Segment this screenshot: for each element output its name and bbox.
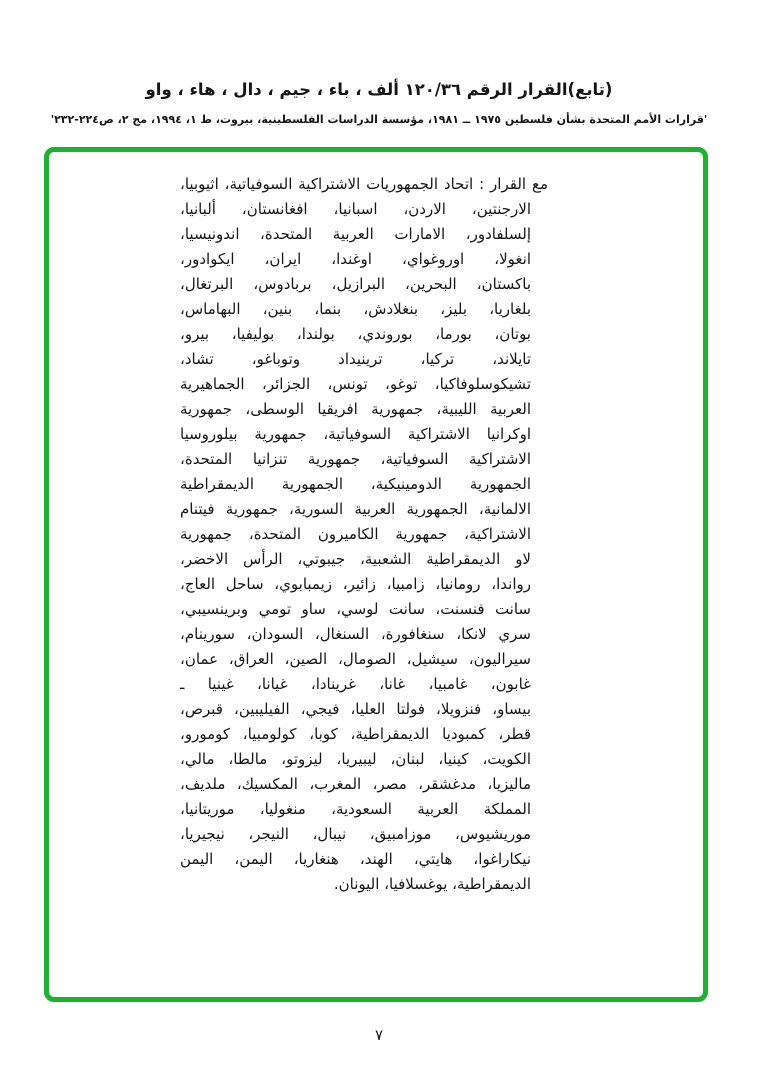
text-line: مع القرار : اتحاد الجمهوريات الاشتراكية السوفياتية، اثيوبيا،: [180, 175, 548, 193]
text-line: تايلاند، تركيا، ترينيداد وتوباغو، تشاد،: [180, 350, 531, 368]
text-line: الديمقراطية، يوغسلافيا، اليونان.: [333, 875, 531, 893]
text-line: نيكاراغوا، هايتي، الهند، هنغاريا، اليمن، اليمن: [180, 850, 531, 868]
text-line: سانت فنسنت، سانت لوسي، ساو تومي وبرينسيبي،: [180, 600, 531, 618]
text-line: إلسلفادور، الامارات العربية المتحدة، اندونيسيا،: [180, 225, 531, 243]
text-line: بيساو، فنزويلا، فولتا العليا، فيجي، الفيليبين، قبرص،: [180, 700, 531, 718]
text-line: الارجنتين، الاردن، اسبانيا، افغانستان، ألبانيا،: [180, 200, 531, 218]
text-line: سيراليون، سيشيل، الصومال، الصين، العراق، عمان،: [180, 650, 531, 668]
text-line: انغولا، اوروغواي، اوغندا، ايران، ايكوادور،: [180, 250, 531, 268]
text-line: بوتان، بورما، بوروندي، بولندا، بوليفيا، بيرو،: [180, 325, 531, 343]
text-line: غابون، غامبيا، غانا، غرينادا، غيانا، غينيا ـ: [180, 675, 531, 693]
text-line: الجمهورية الدومينيكية، الجمهورية الديمقراطية: [180, 475, 531, 493]
text-line: تشيكوسلوفاكيا، توغو، تونس، الجزائر، الجماهيرية: [180, 375, 531, 393]
source-citation: 'قرارات الأمم المتحدة بشأن فلسطين ١٩٧٥ ــ ١٩٨١، مؤسسة الدراسات الفلسطينية، بيروت، ط ١، ١٩٩٤، مج ٢، ص٢٢٤-٢٣٢': [50, 113, 708, 126]
text-line: المملكة العربية السعودية، منغوليا، موريتانيا،: [180, 800, 531, 818]
text-line: بلغاريا، بليز، بنغلادش، بنما، بنين، البهاماس،: [180, 300, 531, 318]
resolution-title: (تابع)القرار الرقم ١٢٠/٣٦ ألف ، باء ، جيم ، دال ، هاء ، واو: [145, 80, 613, 99]
text-line: موريشيوس، موزامبيق، نيبال، النيجر، نيجيريا،: [180, 825, 531, 843]
text-line: الكويت، كينيا، لبنان، ليبيريا، ليزوتو، مالطا، مالي،: [180, 750, 531, 768]
text-line: العربية الليبية، جمهورية افريقيا الوسطى، جمهورية: [180, 400, 531, 418]
text-line: لاو الديمقراطية الشعبية، جيبوتي، الرأس الاخضر،: [180, 550, 531, 568]
resolution-text-block: [180, 172, 548, 897]
text-line: قطر، كمبوديا الديمقراطية، كوبا، كولومبيا، كومورو،: [180, 725, 531, 743]
text-line: ماليزيا، مدغشقر، مصر، المغرب، المكسيك، ملديف،: [180, 775, 531, 793]
text-line: الالمانية، الجمهورية العربية السورية، جمهورية فيتنام: [180, 500, 531, 518]
text-line: باكستان، البحرين، البرازيل، بربادوس، البرتغال،: [180, 275, 531, 293]
text-line: الاشتراكية السوفياتية، جمهورية تنزانيا المتحدة،: [180, 450, 531, 468]
page-number: ٧: [374, 1026, 384, 1044]
text-line: اوكرانيا الاشتراكية السوفياتية، جمهورية بيلوروسيا: [180, 425, 531, 443]
text-line: الاشتراكية، جمهورية الكاميرون المتحدة، جمهورية: [180, 525, 531, 543]
text-line: رواندا، رومانيا، زامبيا، زائير، زيمبابوي، ساحل العاج،: [180, 575, 531, 593]
text-line: سري لانكا، سنغافورة، السنغال، السودان، سورينام،: [180, 625, 531, 643]
